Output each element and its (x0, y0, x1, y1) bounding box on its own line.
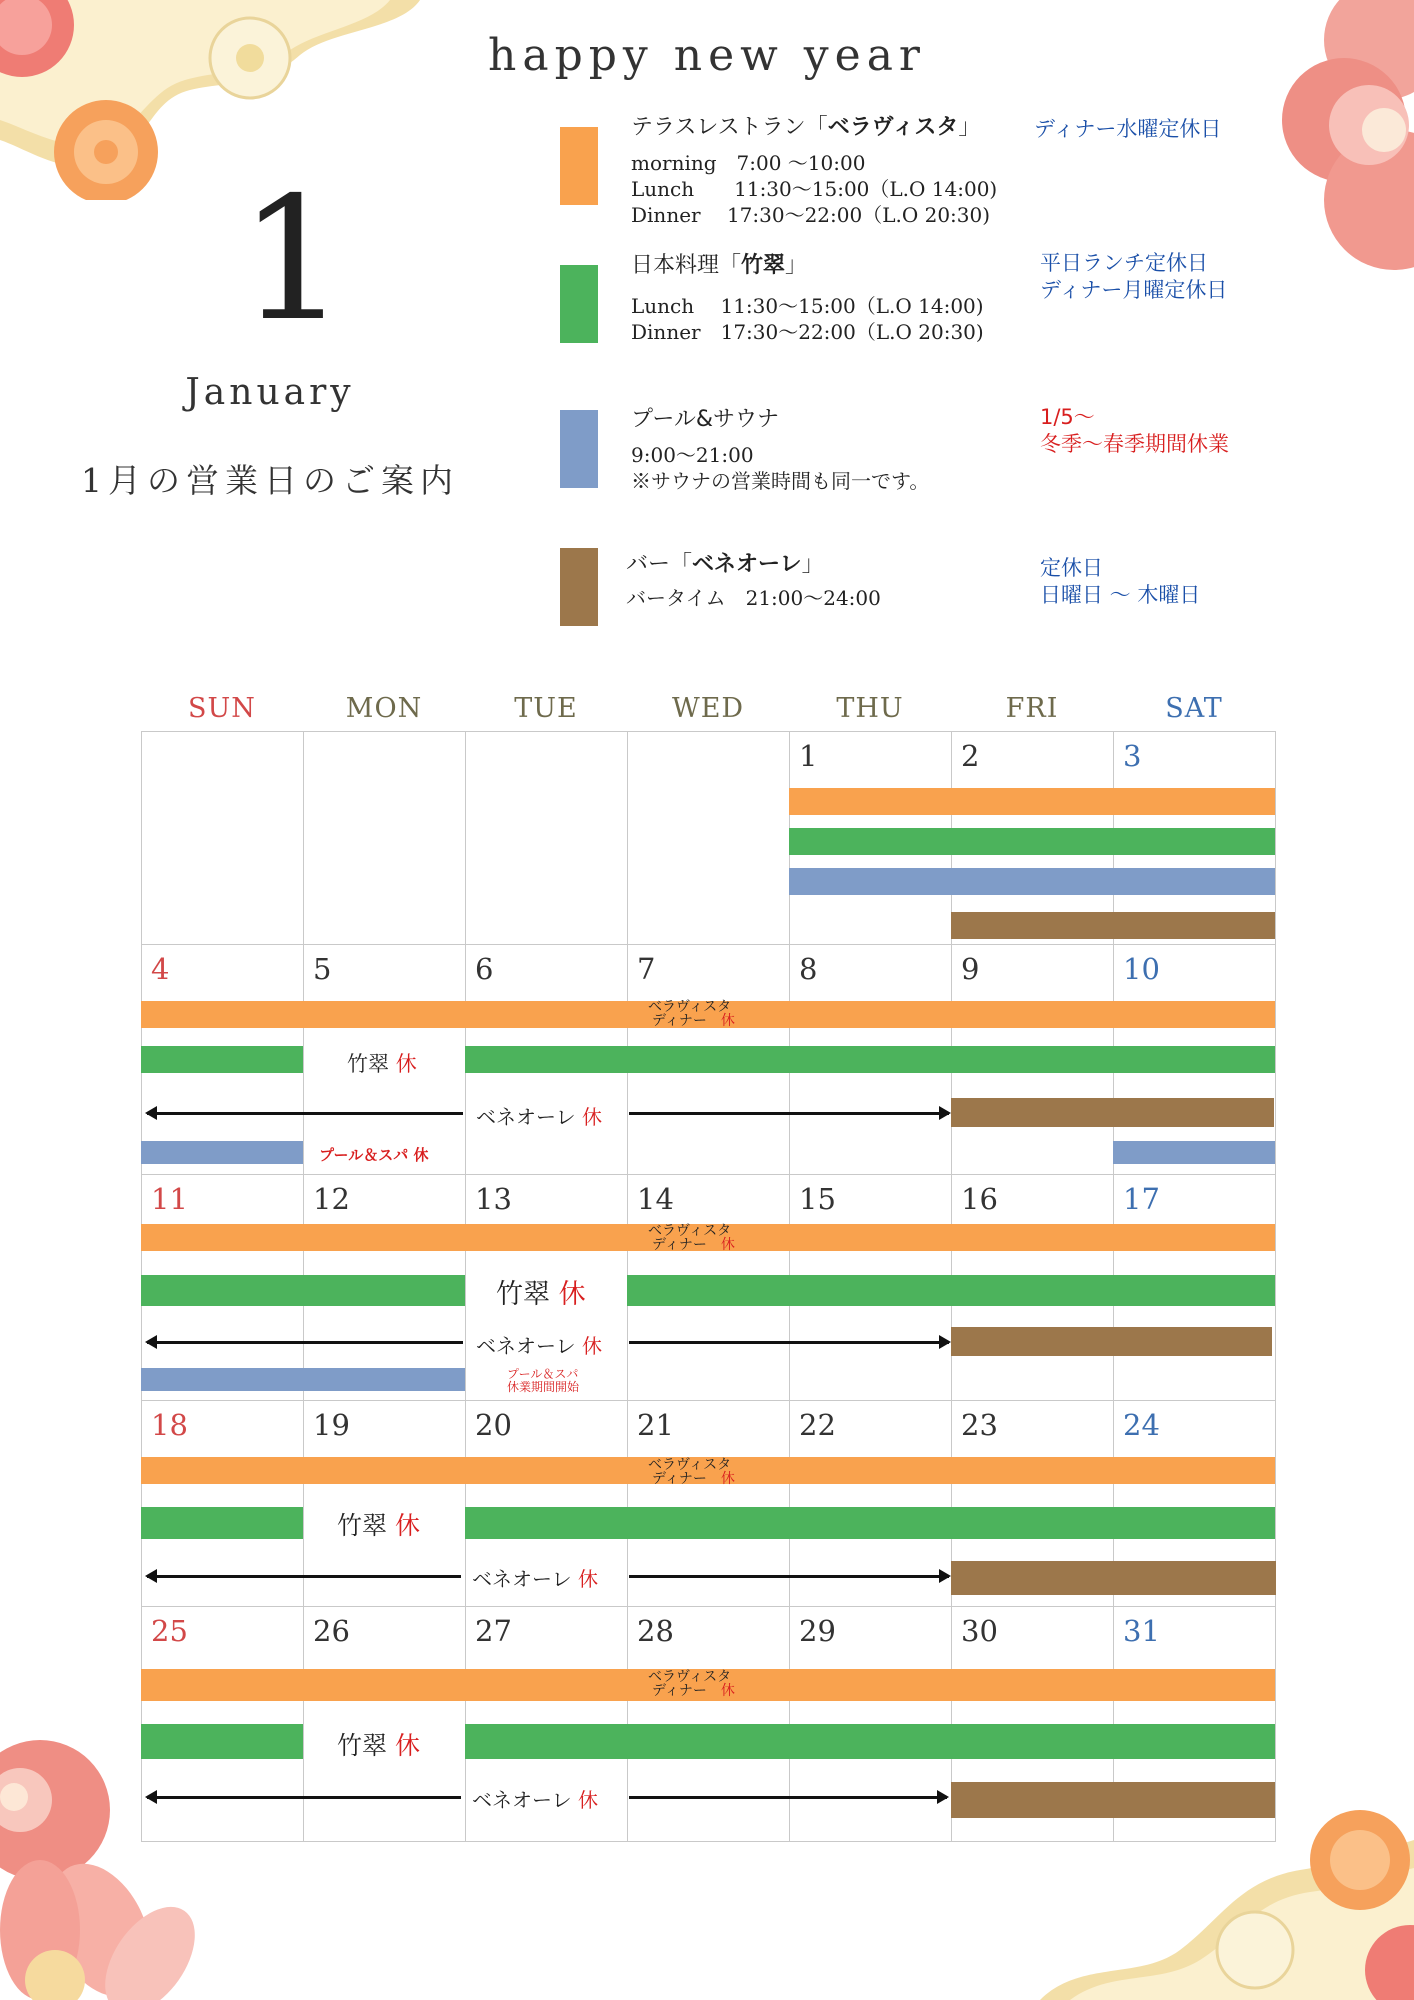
benneaure-open-bar (951, 1782, 1275, 1818)
calendar-day-number: 30 (961, 1614, 998, 1648)
spacer (387, 1731, 395, 1760)
bellavista-closure-line1: ベラヴィスタ (648, 1457, 732, 1473)
closure-rest-mark: 休 (577, 1788, 598, 1812)
spacer (707, 1683, 721, 1699)
weekday-label-tue: TUE (514, 693, 578, 724)
benneaure-open-bar (951, 1327, 1272, 1356)
closure-arrow (147, 1575, 461, 1578)
legend-hours-line: バータイム 21:00～24:00 (626, 586, 881, 610)
calendar-day-number: 5 (313, 952, 332, 986)
closure-arrow (629, 1341, 949, 1344)
pool-open-bar (789, 868, 1275, 895)
spacer (707, 1237, 721, 1253)
calendar-day-number: 19 (313, 1408, 350, 1442)
legend-color-swatch-pool (560, 410, 598, 488)
closure-label (476, 1330, 602, 1359)
weekday-label-sat: SAT (1165, 693, 1223, 724)
chikusui-open-bar (141, 1507, 303, 1539)
chikusui-open-bar (141, 1275, 465, 1306)
chikusui-open-bar (465, 1724, 1275, 1759)
closure-arrow (147, 1341, 463, 1344)
legend-hours-line: morning 7:00 ～10:00 (631, 151, 866, 175)
legend-note-bellavista: ディナー水曜定休日 (1034, 117, 1222, 141)
closure-rest-mark: 休 (395, 1052, 417, 1076)
closure-venue-name: プール＆スパ (319, 1146, 409, 1164)
legend-title-chikusui (631, 248, 807, 279)
benneaure-open-bar (951, 1561, 1276, 1595)
bellavista-closure-line2 (652, 1238, 735, 1252)
calendar-day-number: 13 (475, 1182, 512, 1216)
calendar-day-number: 4 (151, 952, 170, 986)
calendar-day-number: 21 (637, 1408, 674, 1442)
calendar-day-number: 10 (1123, 952, 1160, 986)
closure-venue-name: 竹翠 (496, 1279, 550, 1310)
calendar-day-number: 26 (313, 1614, 350, 1648)
calendar-day-number: 14 (637, 1182, 674, 1216)
month-number: 1 (238, 161, 348, 359)
legend-hours-line: Lunch 11:30～15:00（L.O 14:00) (631, 294, 984, 318)
greeting: happy new year (488, 30, 926, 81)
calendar-day-number: 27 (475, 1614, 512, 1648)
spacer (387, 1511, 395, 1540)
closure-venue-name: ディナー (652, 1237, 707, 1253)
closure-venue-name: 竹翠 (337, 1511, 388, 1540)
weekday-label-mon: MON (345, 693, 423, 724)
page-subtitle: 1月の営業日のご案内 (81, 461, 459, 500)
pool-open-bar (1113, 1141, 1275, 1164)
pool-open-bar (141, 1141, 303, 1164)
calendar-day-number: 11 (151, 1182, 188, 1216)
bellavista-closure-line1: ベラヴィスタ (648, 1669, 732, 1685)
calendar-day-number: 3 (1123, 739, 1142, 773)
closure-rest-mark: 休 (720, 1237, 735, 1253)
calendar-day-number: 23 (961, 1408, 998, 1442)
closure-label (337, 1506, 420, 1542)
closure-label (472, 1563, 598, 1592)
calendar-day-number: 28 (637, 1614, 674, 1648)
closure-rest-mark: 休 (413, 1146, 429, 1164)
calendar-day-number: 25 (151, 1614, 188, 1648)
calendar-day-cell (627, 731, 790, 945)
legend-note-pool: 1/5～ (1040, 405, 1095, 429)
chikusui-open-bar (465, 1046, 1275, 1073)
calendar-day-number: 16 (961, 1182, 998, 1216)
month-name: January (185, 372, 355, 413)
legend-title-name: ベラヴィスタ (827, 115, 959, 140)
calendar-day-number: 6 (475, 952, 494, 986)
legend-color-swatch-benneaure (560, 548, 598, 626)
legend-title-pool (631, 402, 779, 433)
spacer (707, 1013, 721, 1029)
legend-note-benneaure: 日曜日 ～ 木曜日 (1040, 583, 1201, 607)
chikusui-open-bar (465, 1507, 1275, 1539)
legend-hours-line: Dinner 17:30～22:00（L.O 20:30) (631, 203, 991, 227)
closure-rest-mark: 休 (720, 1683, 735, 1699)
calendar-day-number: 31 (1123, 1614, 1160, 1648)
closure-venue-name: ベネオーレ (472, 1788, 572, 1812)
benneaure-open-bar (951, 912, 1275, 939)
chikusui-open-bar (141, 1724, 303, 1759)
legend-title-benneaure (626, 547, 824, 578)
calendar-day-number: 1 (799, 739, 818, 773)
legend-hours-line: Lunch 11:30～15:00（L.O 14:00) (631, 177, 998, 201)
calendar-day-number: 18 (151, 1408, 188, 1442)
calendar-day-cell (141, 731, 304, 945)
weekday-label-fri: FRI (1005, 693, 1059, 724)
closure-arrow (629, 1796, 947, 1799)
legend-title-suffix: 」 (801, 552, 824, 577)
legend-title-suffix: 」 (785, 253, 808, 278)
legend-note-pool: 冬季～春季期間休業 (1040, 432, 1229, 456)
bellavista-closure-line1: ベラヴィスタ (648, 999, 732, 1015)
calendar-day-number: 9 (961, 952, 980, 986)
chikusui-open-bar (789, 828, 1275, 855)
legend-title-prefix: バー「 (626, 552, 693, 577)
pool-spa-closure-label (319, 1144, 429, 1165)
legend-title-prefix: テラスレストラン「 (631, 115, 828, 140)
closure-rest-mark: 休 (577, 1567, 598, 1591)
closure-label (337, 1726, 420, 1762)
closure-rest-mark: 休 (394, 1511, 420, 1540)
legend-title-prefix: 日本料理「 (631, 253, 742, 278)
legend-title-name: ベネオーレ (692, 552, 802, 577)
closure-arrow (629, 1112, 949, 1115)
legend-note-chikusui: 平日ランチ定休日 (1040, 251, 1208, 275)
closure-venue-name: 竹翠 (337, 1731, 388, 1760)
closure-venue-name: ディナー (652, 1683, 707, 1699)
pool-open-bar (141, 1368, 465, 1391)
legend-note-chikusui: ディナー月曜定休日 (1040, 278, 1228, 302)
legend-color-swatch-bellavista (560, 127, 598, 205)
pool-spa-start-line2: 休業期間開始 (507, 1380, 580, 1394)
calendar-grid (141, 731, 1275, 1841)
calendar-day-number: 17 (1123, 1182, 1160, 1216)
legend-title-bellavista (631, 110, 980, 141)
legend-hours-line: 9:00～21:00 (631, 443, 754, 467)
closure-label (496, 1272, 586, 1311)
pool-spa-start-line1: プール＆スパ (507, 1367, 579, 1381)
closure-arrow (629, 1575, 949, 1578)
legend-title-prefix: プール&サウナ (631, 407, 780, 432)
closure-label (476, 1101, 602, 1130)
bellavista-closure-line2 (652, 1684, 735, 1698)
weekday-label-wed: WED (671, 693, 745, 724)
closure-venue-name: ベネオーレ (476, 1334, 576, 1358)
closure-venue-name: ベネオーレ (476, 1105, 576, 1129)
calendar-day-number: 22 (799, 1408, 836, 1442)
legend-hours-line: Dinner 17:30～22:00（L.O 20:30) (631, 320, 984, 344)
closure-label (347, 1048, 417, 1078)
calendar-day-cell (465, 731, 628, 945)
legend-color-swatch-chikusui (560, 265, 598, 343)
closure-venue-name: ディナー (652, 1471, 707, 1487)
closure-label (472, 1784, 598, 1813)
weekday-label-thu: THU (836, 693, 904, 724)
bellavista-closure-line2 (652, 1472, 735, 1486)
calendar-day-number: 20 (475, 1408, 512, 1442)
legend-note-benneaure: 定休日 (1040, 556, 1103, 580)
spacer (707, 1471, 721, 1487)
closure-arrow (147, 1112, 463, 1115)
closure-venue-name: ベネオーレ (472, 1567, 572, 1591)
closure-rest-mark: 休 (558, 1279, 586, 1310)
bellavista-open-bar (789, 788, 1275, 815)
closure-rest-mark: 休 (394, 1731, 420, 1760)
closure-rest-mark: 休 (720, 1471, 735, 1487)
calendar-day-number: 12 (313, 1182, 350, 1216)
weekday-label-sun: SUN (188, 693, 256, 724)
closure-venue-name: ディナー (652, 1013, 707, 1029)
chikusui-open-bar (141, 1046, 303, 1073)
legend-title-name: 竹翠 (741, 253, 786, 278)
calendar-day-number: 2 (961, 739, 980, 773)
bellavista-closure-line1: ベラヴィスタ (648, 1223, 732, 1239)
closure-arrow (147, 1796, 461, 1799)
closure-venue-name: 竹翠 (347, 1052, 389, 1076)
calendar-day-number: 15 (799, 1182, 836, 1216)
spacer (550, 1279, 559, 1310)
closure-rest-mark: 休 (581, 1105, 602, 1129)
calendar-day-number: 7 (637, 952, 656, 986)
calendar-day-number: 29 (799, 1614, 836, 1648)
legend-title-suffix: 」 (958, 115, 981, 140)
closure-rest-mark: 休 (581, 1334, 602, 1358)
calendar-day-number: 24 (1123, 1408, 1160, 1442)
bellavista-closure-line2 (652, 1014, 735, 1028)
legend-hours-line: ※サウナの営業時間も同一です。 (631, 469, 930, 493)
calendar-day-cell (303, 731, 466, 945)
closure-rest-mark: 休 (720, 1013, 735, 1029)
calendar-day-number: 8 (799, 952, 818, 986)
chikusui-open-bar (627, 1275, 1275, 1306)
benneaure-open-bar (951, 1098, 1274, 1127)
spacer (389, 1052, 396, 1076)
